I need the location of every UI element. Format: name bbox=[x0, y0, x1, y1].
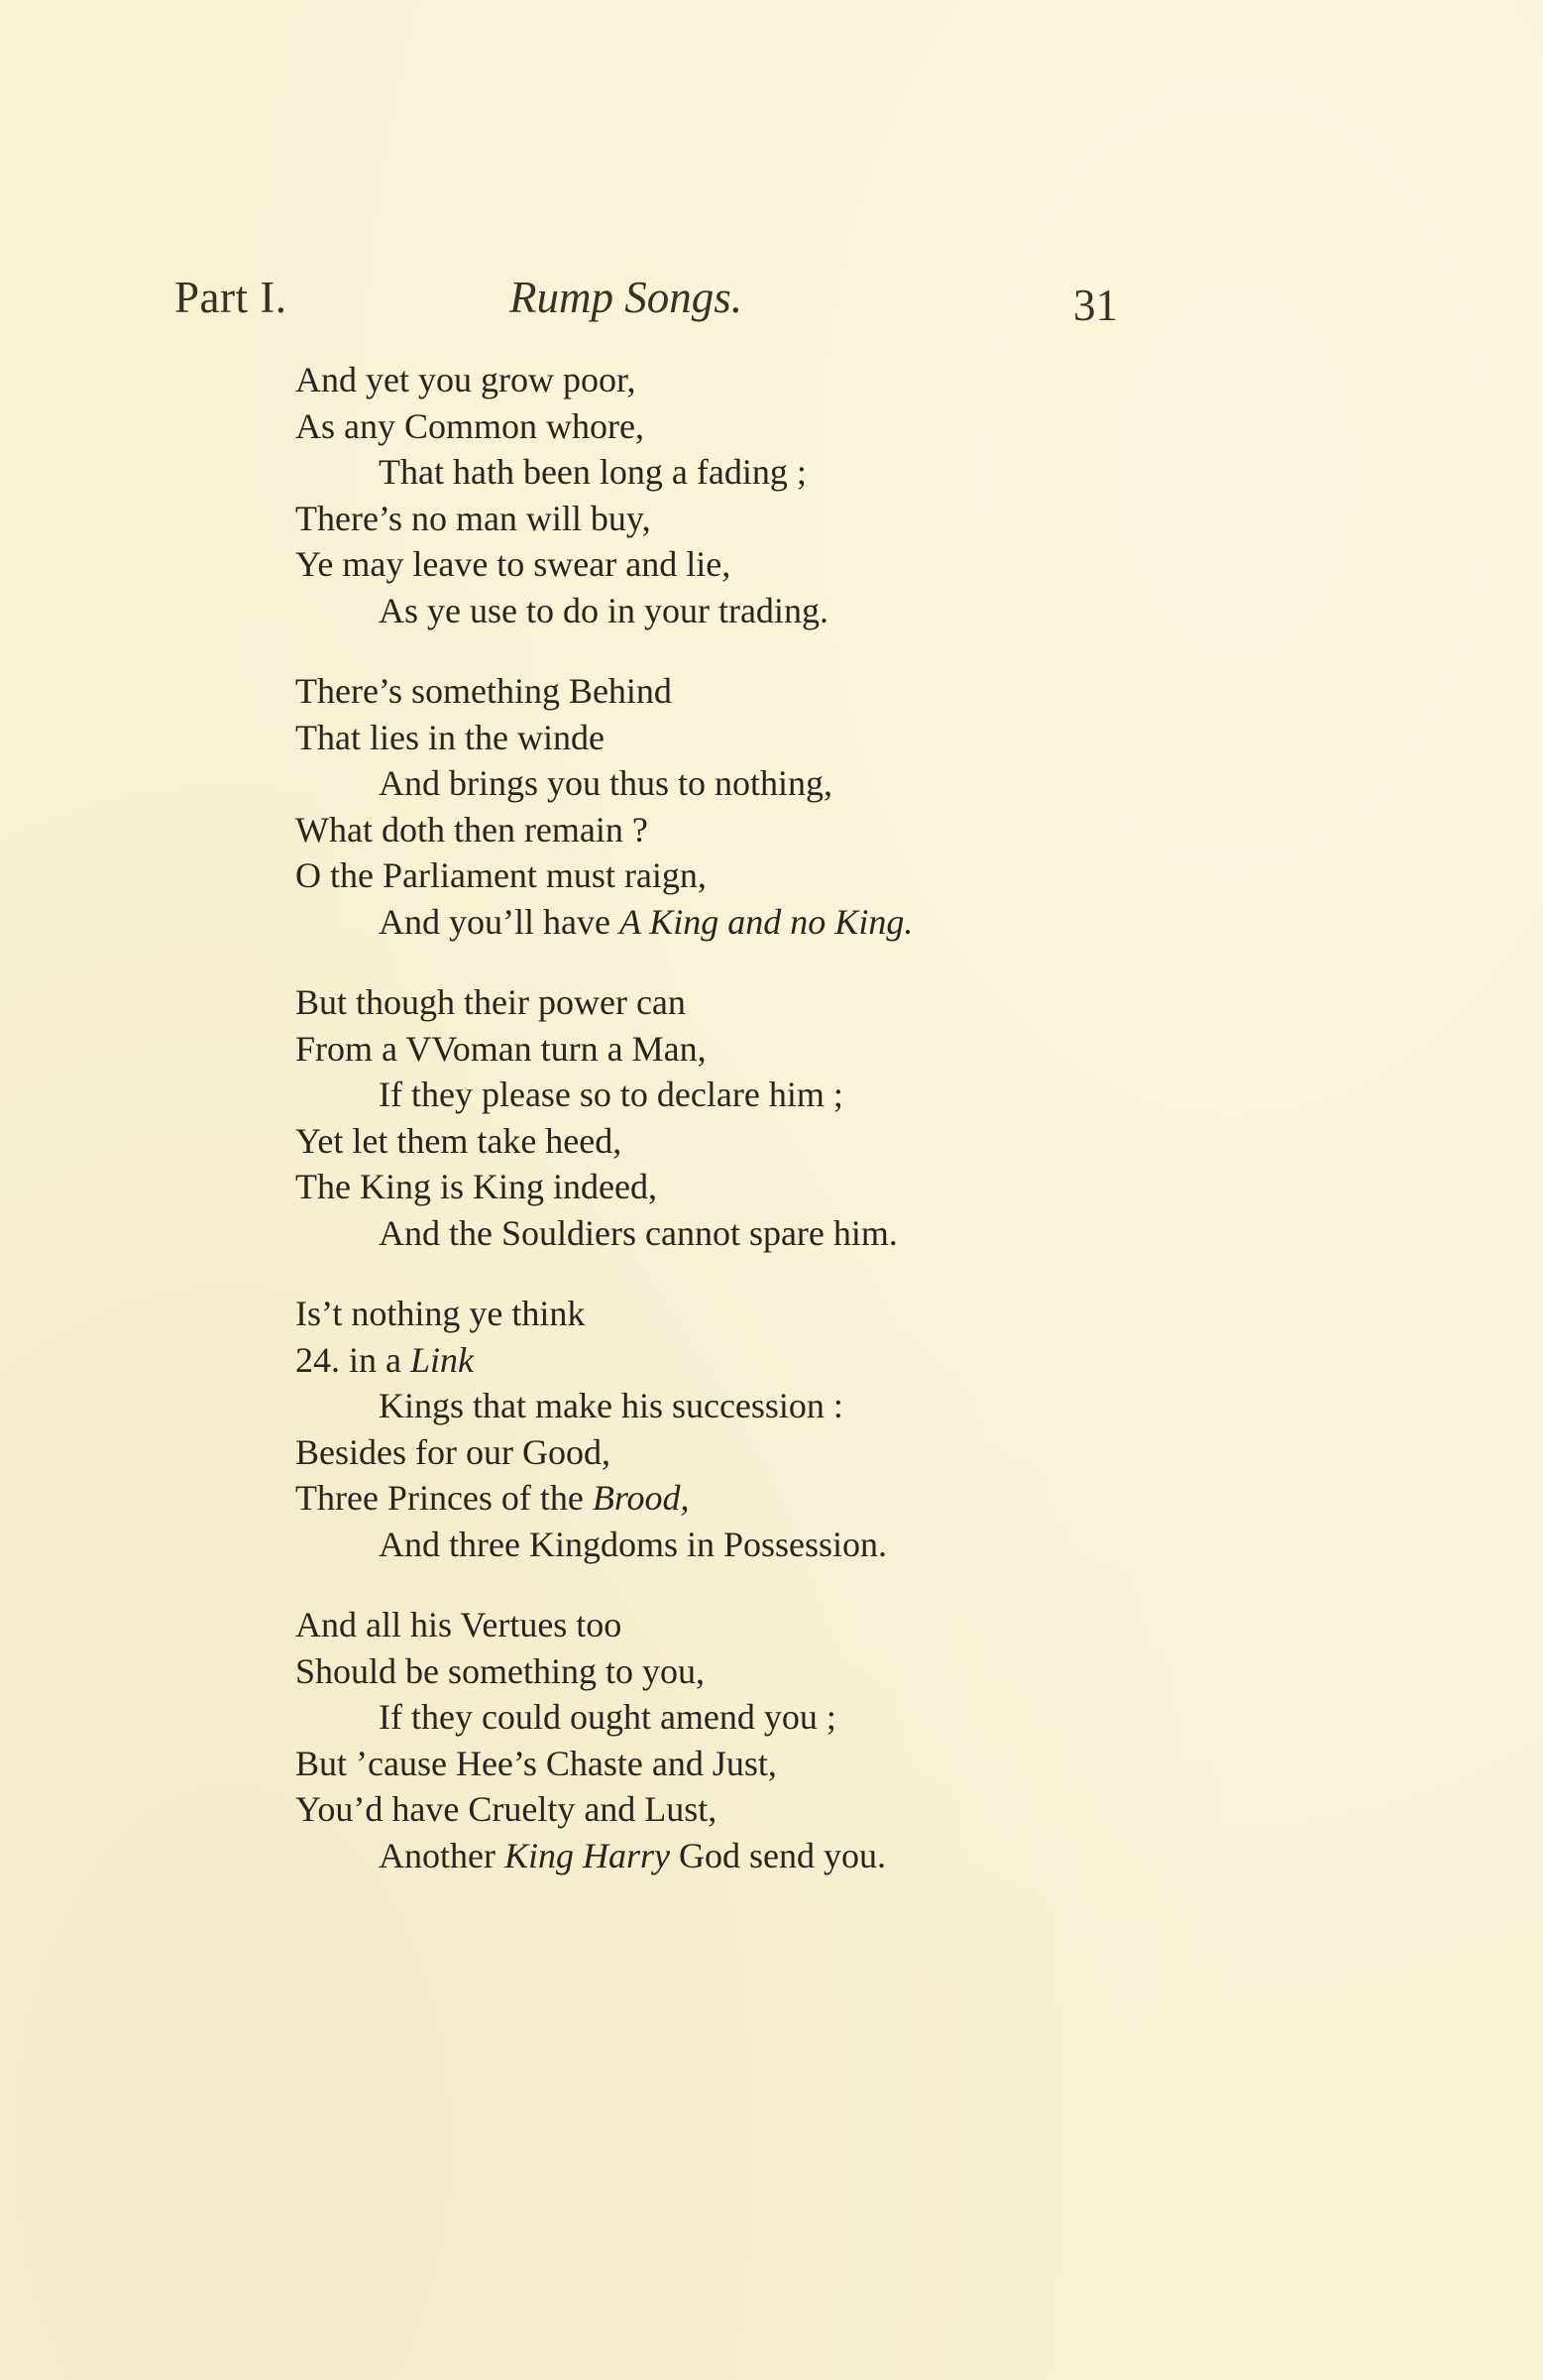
verse-line: The King is King indeed, bbox=[295, 1167, 657, 1206]
verse-line: Is’t nothing ye think bbox=[295, 1294, 586, 1333]
verse-line: You’d have Cruelty and Lust, bbox=[295, 1789, 717, 1829]
verse-line: And the Souldiers cannot spare him. bbox=[379, 1212, 898, 1253]
verse-line bbox=[295, 1475, 1148, 1522]
verse-line: From a VVoman turn a Man, bbox=[295, 1028, 707, 1069]
verse-line: Kings that make his succession : bbox=[379, 1386, 843, 1425]
italic-phrase: Link bbox=[409, 1339, 474, 1380]
verse-line: If they please so to declare him ; bbox=[379, 1075, 843, 1114]
verse-line: That hath been long a fading ; bbox=[379, 452, 807, 492]
verse-text: 24. in a bbox=[295, 1339, 410, 1380]
verse-line: And brings you thus to nothing, bbox=[379, 763, 833, 803]
stanza-5 bbox=[295, 1602, 1148, 1878]
verse-text: Three Princes of the bbox=[295, 1478, 593, 1518]
verse-line: O the Parliament must raign, bbox=[295, 855, 707, 895]
verse-line: There’s no man will buy, bbox=[295, 498, 651, 538]
verse-text: God send you. bbox=[669, 1835, 886, 1875]
verse-line: Besides for our Good, bbox=[295, 1431, 610, 1472]
verse-line bbox=[295, 1337, 1148, 1384]
verse-line: As any Common whore, bbox=[295, 405, 644, 446]
verse-line: As ye use to do in your trading. bbox=[379, 590, 828, 630]
italic-phrase: King Harry bbox=[503, 1835, 670, 1875]
verse-line: But though their power can bbox=[295, 982, 686, 1022]
verse-line: And yet you grow poor, bbox=[295, 360, 636, 399]
italic-phrase: A King and no King. bbox=[618, 901, 914, 942]
verse-line: If they could ought amend you ; bbox=[379, 1697, 836, 1737]
verse-line: Should be something to you, bbox=[295, 1650, 705, 1691]
verse-line: And three Kingdoms in Possession. bbox=[379, 1524, 887, 1564]
verse-text: Another bbox=[379, 1835, 504, 1875]
stanza-4 bbox=[295, 1291, 1148, 1567]
stanza-2 bbox=[295, 668, 1148, 945]
verse-line bbox=[295, 899, 1148, 946]
verse-line: There’s something Behind bbox=[295, 671, 672, 711]
verse-line: What doth then remain ? bbox=[295, 809, 648, 850]
running-title: Rump Songs. bbox=[509, 273, 742, 322]
running-header bbox=[174, 268, 1126, 337]
verse-line bbox=[295, 1833, 1148, 1879]
verse-line: Yet let them take heed, bbox=[295, 1120, 622, 1161]
poem-body bbox=[295, 357, 1148, 1913]
verse-line: Ye may leave to swear and lie, bbox=[295, 544, 731, 584]
verse-line: But ’cause Hee’s Chaste and Just, bbox=[295, 1743, 777, 1783]
italic-phrase: Brood, bbox=[592, 1478, 690, 1518]
verse-line: And all his Vertues too bbox=[295, 1605, 622, 1644]
part-label: Part I. bbox=[174, 273, 287, 322]
verse-text: And you’ll have bbox=[379, 901, 619, 942]
stanza-1 bbox=[295, 357, 1148, 633]
verse-line: That lies in the winde bbox=[295, 717, 605, 757]
stanza-3 bbox=[295, 979, 1148, 1256]
page-number: 31 bbox=[1073, 281, 1118, 330]
